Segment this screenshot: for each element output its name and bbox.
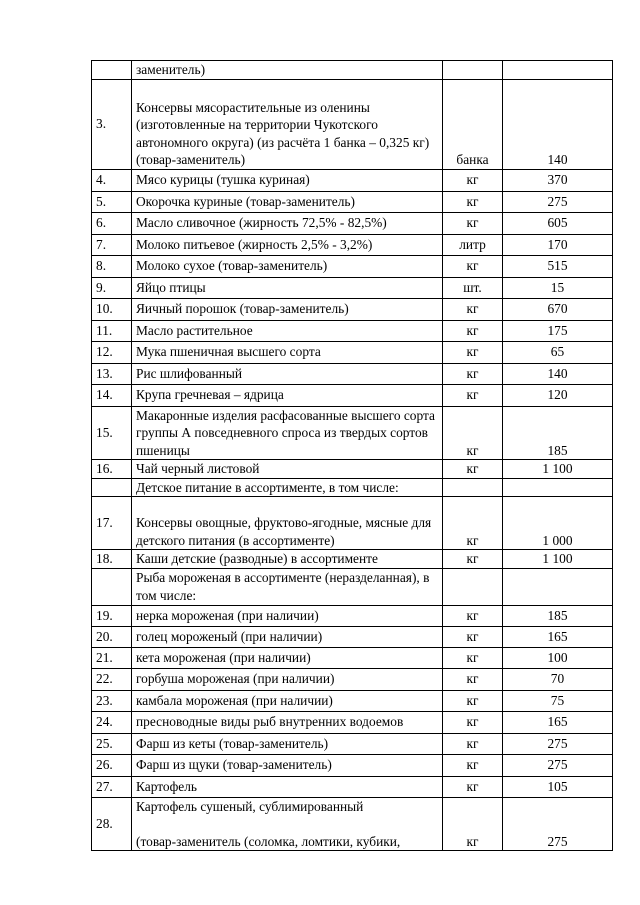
table-row xyxy=(92,550,613,569)
row-number: 21. xyxy=(92,647,132,668)
unit-of-measure: кг xyxy=(443,212,503,234)
price-value: 70 xyxy=(503,668,613,690)
product-name: Окорочка куриные (товар-заменитель) xyxy=(132,191,443,212)
row-number: 22. xyxy=(92,668,132,690)
product-name: Фарш из кеты (товар-заменитель) xyxy=(132,733,443,754)
product-name: пресноводные виды рыб внутренних водоемов xyxy=(132,711,443,733)
price-value: 120 xyxy=(503,384,613,406)
table-row xyxy=(92,406,613,460)
price-value: 170 xyxy=(503,234,613,255)
document-page xyxy=(91,60,612,851)
unit-of-measure: литр xyxy=(443,234,503,255)
price-value: 185 xyxy=(503,406,613,460)
row-number: 16. xyxy=(92,460,132,479)
row-number xyxy=(92,568,132,605)
row-number: 17. xyxy=(92,497,132,550)
product-name: Рис шлифованный xyxy=(132,363,443,384)
row-number: 19. xyxy=(92,605,132,626)
unit-of-measure: кг xyxy=(443,605,503,626)
price-value: 370 xyxy=(503,169,613,191)
product-name: Консервы овощные, фруктово-ягодные, мясные для детского питания (в ассортименте) xyxy=(132,497,443,550)
product-name: Чай черный листовой xyxy=(132,460,443,479)
product-name: Молоко сухое (товар-заменитель) xyxy=(132,255,443,277)
price-value: 275 xyxy=(503,754,613,776)
unit-of-measure: банка xyxy=(443,79,503,169)
product-name: Рыба мороженая в ассортименте (неразделанная), в том числе: xyxy=(132,568,443,605)
table-row xyxy=(92,320,613,341)
unit-of-measure xyxy=(443,478,503,497)
product-name: Мука пшеничная высшего сорта xyxy=(132,341,443,363)
unit-of-measure: кг xyxy=(443,169,503,191)
table-row xyxy=(92,797,613,851)
table-row xyxy=(92,212,613,234)
unit-of-measure: кг xyxy=(443,668,503,690)
product-name: камбала мороженая (при наличии) xyxy=(132,690,443,711)
unit-of-measure: кг xyxy=(443,298,503,320)
table-row xyxy=(92,79,613,169)
price-value xyxy=(503,61,613,80)
product-name: Мясо курицы (тушка куриная) xyxy=(132,169,443,191)
product-name: Консервы мясорастительные из оленины (изготовленные на территории Чукотского автономного округа) (из расчёта 1 банка – 0,325 кг) (товар-заменитель) xyxy=(132,79,443,169)
row-number: 26. xyxy=(92,754,132,776)
table-row xyxy=(92,776,613,797)
price-value: 275 xyxy=(503,191,613,212)
row-number: 28. xyxy=(92,797,132,851)
table-row xyxy=(92,341,613,363)
table-row xyxy=(92,605,613,626)
price-value: 1 100 xyxy=(503,460,613,479)
unit-of-measure: кг xyxy=(443,797,503,851)
row-number: 12. xyxy=(92,341,132,363)
row-number xyxy=(92,61,132,80)
unit-of-measure: кг xyxy=(443,255,503,277)
price-value: 275 xyxy=(503,733,613,754)
unit-of-measure: шт. xyxy=(443,277,503,298)
price-value: 100 xyxy=(503,647,613,668)
row-number: 3. xyxy=(92,79,132,169)
unit-of-measure xyxy=(443,61,503,80)
row-number: 20. xyxy=(92,626,132,647)
product-name: Яйцо птицы xyxy=(132,277,443,298)
price-value: 165 xyxy=(503,711,613,733)
product-name: Крупа гречневая – ядрица xyxy=(132,384,443,406)
unit-of-measure xyxy=(443,568,503,605)
price-value: 605 xyxy=(503,212,613,234)
product-name: голец мороженый (при наличии) xyxy=(132,626,443,647)
table-row xyxy=(92,363,613,384)
row-number: 9. xyxy=(92,277,132,298)
table-row xyxy=(92,733,613,754)
table-row xyxy=(92,169,613,191)
unit-of-measure: кг xyxy=(443,497,503,550)
table-row xyxy=(92,568,613,605)
table-row xyxy=(92,668,613,690)
product-name: горбуша мороженая (при наличии) xyxy=(132,668,443,690)
price-value xyxy=(503,478,613,497)
price-value: 275 xyxy=(503,797,613,851)
product-name: заменитель) xyxy=(132,61,443,80)
price-value: 1 000 xyxy=(503,497,613,550)
product-name: Макаронные изделия расфасованные высшего сорта группы А повседневного спроса из твердых сортов пшеницы xyxy=(132,406,443,460)
unit-of-measure: кг xyxy=(443,550,503,569)
price-value: 65 xyxy=(503,341,613,363)
row-number: 25. xyxy=(92,733,132,754)
product-name: Фарш из щуки (товар-заменитель) xyxy=(132,754,443,776)
unit-of-measure: кг xyxy=(443,711,503,733)
row-number: 24. xyxy=(92,711,132,733)
price-value xyxy=(503,568,613,605)
unit-of-measure: кг xyxy=(443,191,503,212)
table-row xyxy=(92,460,613,479)
price-value: 105 xyxy=(503,776,613,797)
product-name: Яичный порошок (товар-заменитель) xyxy=(132,298,443,320)
row-number: 14. xyxy=(92,384,132,406)
unit-of-measure: кг xyxy=(443,406,503,460)
row-number: 23. xyxy=(92,690,132,711)
price-value: 165 xyxy=(503,626,613,647)
price-value: 515 xyxy=(503,255,613,277)
unit-of-measure: кг xyxy=(443,384,503,406)
price-value: 175 xyxy=(503,320,613,341)
table-row xyxy=(92,61,613,80)
unit-of-measure: кг xyxy=(443,647,503,668)
row-number: 27. xyxy=(92,776,132,797)
row-number: 18. xyxy=(92,550,132,569)
table-row xyxy=(92,191,613,212)
price-value: 15 xyxy=(503,277,613,298)
product-name: Картофель xyxy=(132,776,443,797)
price-value: 140 xyxy=(503,363,613,384)
product-name: Масло сливочное (жирность 72,5% - 82,5%) xyxy=(132,212,443,234)
unit-of-measure: кг xyxy=(443,460,503,479)
row-number: 10. xyxy=(92,298,132,320)
table-row xyxy=(92,255,613,277)
table-body xyxy=(92,61,613,851)
product-name: нерка мороженая (при наличии) xyxy=(132,605,443,626)
table-row xyxy=(92,754,613,776)
price-value: 140 xyxy=(503,79,613,169)
row-number xyxy=(92,478,132,497)
unit-of-measure: кг xyxy=(443,320,503,341)
unit-of-measure: кг xyxy=(443,363,503,384)
table-row xyxy=(92,478,613,497)
unit-of-measure: кг xyxy=(443,754,503,776)
unit-of-measure: кг xyxy=(443,341,503,363)
row-number: 15. xyxy=(92,406,132,460)
unit-of-measure: кг xyxy=(443,733,503,754)
row-number: 5. xyxy=(92,191,132,212)
table-row xyxy=(92,234,613,255)
price-value: 75 xyxy=(503,690,613,711)
unit-of-measure: кг xyxy=(443,690,503,711)
table-row xyxy=(92,277,613,298)
price-value: 1 100 xyxy=(503,550,613,569)
product-name: Каши детские (разводные) в ассортименте xyxy=(132,550,443,569)
price-value: 670 xyxy=(503,298,613,320)
product-name: кета мороженая (при наличии) xyxy=(132,647,443,668)
product-name: Картофель сушеный, сублимированный (товар-заменитель (соломка, ломтики, кубики, xyxy=(132,797,443,851)
price-value: 185 xyxy=(503,605,613,626)
row-number: 7. xyxy=(92,234,132,255)
product-price-table xyxy=(91,60,613,851)
product-name: Детское питание в ассортименте, в том числе: xyxy=(132,478,443,497)
product-name: Молоко питьевое (жирность 2,5% - 3,2%) xyxy=(132,234,443,255)
unit-of-measure: кг xyxy=(443,626,503,647)
row-number: 4. xyxy=(92,169,132,191)
row-number: 8. xyxy=(92,255,132,277)
product-name: Масло растительное xyxy=(132,320,443,341)
row-number: 13. xyxy=(92,363,132,384)
table-row xyxy=(92,626,613,647)
table-row xyxy=(92,647,613,668)
row-number: 6. xyxy=(92,212,132,234)
table-row xyxy=(92,690,613,711)
table-row xyxy=(92,298,613,320)
unit-of-measure: кг xyxy=(443,776,503,797)
table-row xyxy=(92,711,613,733)
table-row xyxy=(92,497,613,550)
row-number: 11. xyxy=(92,320,132,341)
table-row xyxy=(92,384,613,406)
